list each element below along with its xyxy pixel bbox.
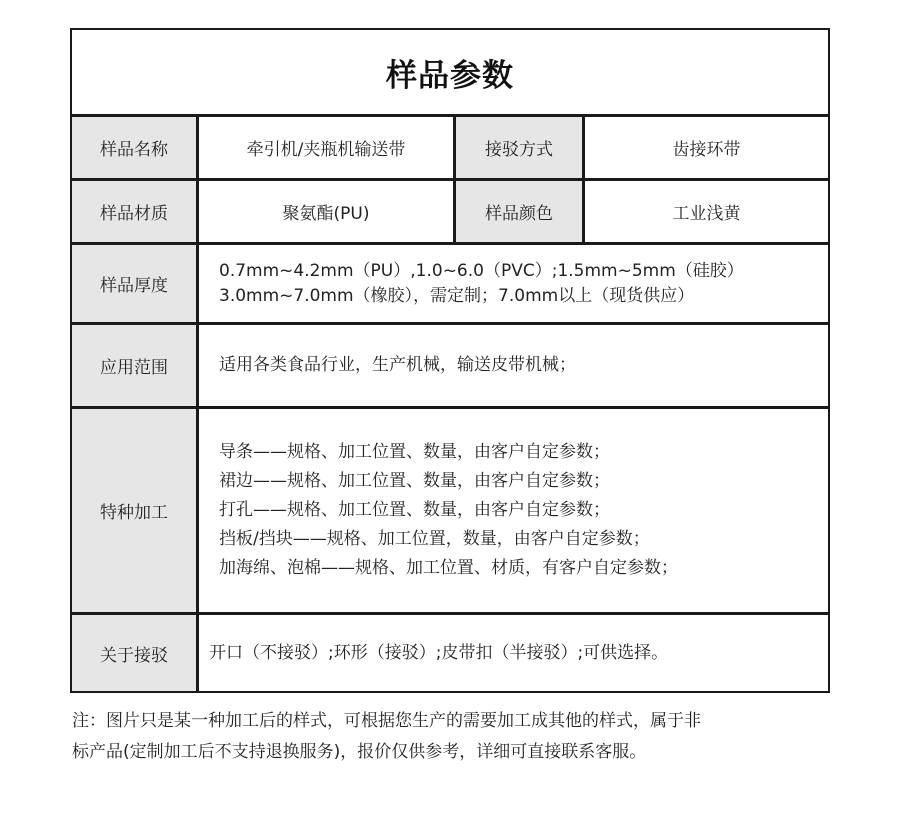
thickness-line: 3.0mm~7.0mm（橡胶），需定制；7.0mm以上（现货供应） (219, 285, 695, 306)
row-about-splice (72, 615, 828, 691)
spec-table (70, 28, 830, 693)
processing-line: 加海绵、泡棉——规格、加工位置、材质，有客户自定参数； (219, 558, 678, 578)
footnote (72, 706, 842, 768)
processing-line: 挡板/挡块——规格、加工位置，数量，由客户自定参数； (219, 529, 650, 549)
label-processing: 特种加工 (72, 409, 199, 612)
label-material: 样品材质 (72, 181, 199, 242)
label-thickness: 样品厚度 (72, 245, 199, 322)
value-processing (199, 409, 828, 612)
row-name (72, 117, 828, 181)
processing-line: 打孔——规格、加工位置、数量，由客户自定参数； (219, 500, 610, 520)
label-color: 样品颜色 (456, 181, 582, 242)
processing-line: 导条——规格、加工位置、数量，由客户自定参数； (219, 442, 610, 462)
value-application (199, 325, 828, 406)
page-title: 样品参数 (72, 30, 828, 117)
value-sample-name: 牵引机/夹瓶机输送带 (199, 117, 456, 178)
value-about-splice (199, 615, 828, 691)
row-application (72, 325, 828, 409)
footnote-line: 注：图片只是某一种加工后的样式，可根据您生产的需要加工成其他的样式，属于非 (72, 711, 701, 731)
label-sample-name: 样品名称 (72, 117, 199, 178)
value-material: 聚氨酯(PU) (199, 181, 456, 242)
value-splice-method: 齿接环带 (582, 117, 828, 178)
footnote-line: 标产品(定制加工后不支持退换服务)，报价仅供参考，详细可直接联系客服。 (72, 742, 647, 762)
value-color: 工业浅黄 (582, 181, 828, 242)
row-processing (72, 409, 828, 615)
row-material (72, 181, 828, 245)
processing-line: 裙边——规格、加工位置、数量，由客户自定参数； (219, 471, 610, 491)
about-splice-text: 开口（不接驳）;环形（接驳）;皮带扣（半接驳）;可供选择。 (209, 642, 669, 663)
thickness-line: 0.7mm~4.2mm（PU）,1.0~6.0（PVC）;1.5mm~5mm（硅胶） (219, 260, 744, 281)
label-application: 应用范围 (72, 325, 199, 406)
application-text: 适用各类食品行业，生产机械，输送皮带机械； (219, 355, 576, 375)
label-about-splice: 关于接驳 (72, 615, 199, 691)
value-thickness (199, 245, 828, 322)
label-splice-method: 接驳方式 (456, 117, 582, 178)
row-thickness (72, 245, 828, 325)
